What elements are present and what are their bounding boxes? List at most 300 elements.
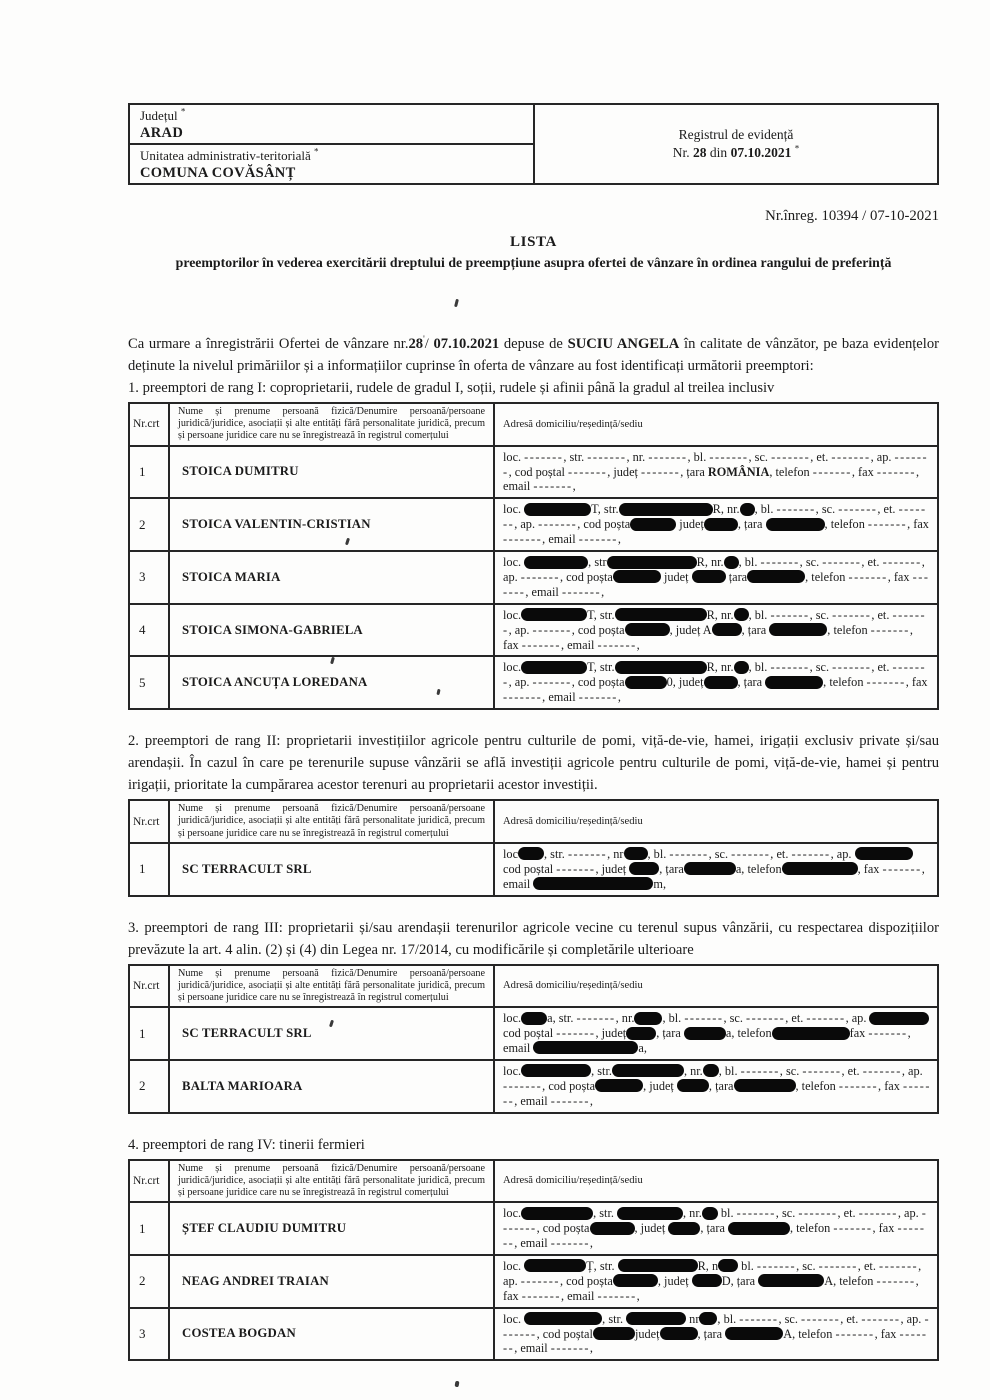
- redaction-bar: [769, 623, 827, 636]
- col-header-address: Adresă domiciliu/reședință/sediu: [494, 403, 938, 446]
- text-run: a,: [638, 1040, 647, 1055]
- dash-run: -------: [833, 1221, 873, 1236]
- text-run: , țara: [708, 1078, 734, 1093]
- redaction-bar: [724, 556, 739, 569]
- dash-run: -------: [756, 1258, 797, 1273]
- redaction-bar: [630, 518, 676, 531]
- dash-run: -------: [838, 1078, 879, 1093]
- redaction-bar: [521, 1207, 593, 1220]
- redaction-bar: [626, 1312, 686, 1325]
- text-run: , ap.: [870, 449, 895, 464]
- text-run: , bl.: [754, 502, 777, 517]
- text-run: , cod poștal: [508, 464, 569, 479]
- dash-run: -------: [520, 1273, 560, 1288]
- dash-run: -------: [835, 1326, 875, 1341]
- text-run: R, nr.: [712, 502, 740, 517]
- table-header-row: [129, 800, 938, 843]
- dash-run: -------: [736, 1206, 776, 1221]
- text-run: loc.: [503, 1206, 522, 1221]
- text-run: județ: [676, 517, 704, 532]
- text-run: , ap.: [901, 1063, 923, 1078]
- registry-label: Registrul de evidență: [678, 127, 794, 142]
- text-run: loc: [503, 846, 519, 861]
- text-run: A, telefon: [824, 1273, 877, 1288]
- dash-run: -------: [838, 502, 878, 517]
- redaction-bar: [855, 847, 913, 860]
- address-cell: [494, 604, 938, 657]
- text-run: , et.: [810, 449, 832, 464]
- redaction-bar: [668, 1222, 700, 1235]
- redaction-bar: [718, 1259, 738, 1272]
- dash-run: -------: [684, 1011, 724, 1026]
- text-run: , str.: [544, 846, 568, 861]
- redaction-bar: [518, 847, 544, 860]
- registry-number: [535, 144, 937, 162]
- text-run: , bl.: [717, 1311, 740, 1326]
- preemptors-table: [128, 1159, 939, 1362]
- dash-run: -------: [532, 675, 572, 690]
- dash-run: -------: [848, 569, 888, 584]
- text-run: , sc.: [778, 1311, 802, 1326]
- text-run: , ap.: [503, 555, 925, 584]
- text-run: , email: [542, 532, 579, 547]
- redaction-bar: [734, 1079, 796, 1092]
- redaction-bar: [782, 862, 858, 875]
- name-cell: BALTA MARIOARA: [169, 1060, 494, 1113]
- text-run: , județ A: [669, 622, 712, 637]
- redaction-bar: [590, 1222, 635, 1235]
- text-run: , email: [503, 1026, 911, 1055]
- dash-run: -------: [812, 464, 852, 479]
- redaction-bar: [728, 1222, 790, 1235]
- text-run: , cod poșta: [559, 1273, 613, 1288]
- name-cell: STOICA DUMITRU: [169, 446, 494, 499]
- row-number-cell: 1: [129, 843, 169, 896]
- text-run: , et.: [871, 607, 893, 622]
- dash-run: -------: [882, 555, 922, 570]
- text-run: , et.: [770, 846, 792, 861]
- text-run: ,: [589, 1341, 593, 1356]
- text-run: , et.: [877, 502, 899, 517]
- col-header-address: Adresă domiciliu/reședință/sediu: [494, 965, 938, 1008]
- text-run: /: [424, 336, 434, 352]
- uat-cell: [130, 143, 533, 183]
- dash-run: -------: [503, 1078, 543, 1093]
- preemptors-table: [128, 402, 939, 710]
- text-run: , nr: [607, 846, 624, 861]
- text-run: bl.: [738, 1258, 757, 1273]
- text-run: R, nr.: [706, 660, 734, 675]
- dash-run: -------: [503, 1221, 926, 1250]
- uat-label-text: Unitatea administrativ-teritorială: [140, 148, 311, 163]
- dash-run: -------: [876, 464, 916, 479]
- redaction-bar: [684, 1027, 726, 1040]
- dash-run: -------: [532, 622, 572, 637]
- address-cell: [494, 843, 938, 896]
- bold-text: 28: [408, 336, 424, 352]
- table-row: [129, 1007, 938, 1060]
- col-header-address: Adresă domiciliu/reședință/sediu: [494, 1160, 938, 1203]
- redaction-bar: [617, 1207, 683, 1220]
- text-run: , telefon: [827, 622, 871, 637]
- text-run: loc.: [503, 555, 525, 570]
- text-run: , fax: [874, 1326, 900, 1341]
- row-number-cell: 4: [129, 604, 169, 657]
- dash-run: -------: [503, 569, 930, 599]
- text-run: , țara: [659, 861, 684, 876]
- table-row: [129, 551, 938, 604]
- table-row: [129, 1202, 938, 1255]
- dash-run: -------: [578, 532, 618, 547]
- redaction-bar: [607, 556, 697, 569]
- table-row: [129, 656, 938, 709]
- redaction-bar: [613, 1274, 658, 1287]
- text-run: , fax: [887, 569, 913, 584]
- text-run: , bl.: [662, 1011, 685, 1026]
- text-run: , ap.: [508, 622, 533, 637]
- text-run: T, str.: [587, 660, 615, 675]
- dash-run: -------: [870, 622, 910, 637]
- text-run: , email: [514, 1093, 551, 1108]
- county-label-text: Județul: [140, 108, 178, 123]
- redaction-bar: [615, 608, 707, 621]
- redaction-bar: [712, 623, 742, 636]
- dash-run: -------: [578, 690, 618, 705]
- dash-run: -------: [576, 1011, 616, 1026]
- redaction-bar: [704, 676, 738, 689]
- text-run: , telefon: [795, 1078, 839, 1093]
- text-run: din: [706, 145, 731, 160]
- dash-run: -------: [882, 861, 922, 876]
- text-run: A, telefon: [783, 1326, 836, 1341]
- text-run: , ap.: [830, 846, 855, 861]
- text-run: , fax: [857, 861, 883, 876]
- preemptors-table: [128, 799, 939, 896]
- dash-run: -------: [587, 449, 627, 464]
- text-run: , țara: [741, 622, 770, 637]
- redaction-bar: [524, 556, 588, 569]
- text-run: , sc.: [779, 1063, 803, 1078]
- section-heading: 2. preemptori de rang II: proprietarii investițiilor agricole pentru culturile de pomi, viță-de-vie, hamei, irigații exclusiv private și/sau arendașii. În cazul în care pe terenurile supuse vânzării se află investiții agricole pentru culturile de pomi, viță-de-vie, hamei și pentru irigații, prioritate la cumpărarea acestor terenuri au proprietarii acestor investiții.: [128, 733, 939, 794]
- dash-run: -------: [538, 517, 578, 532]
- text-run: , nr.: [683, 1206, 702, 1221]
- redaction-bar: [629, 862, 659, 875]
- superscript-mark: *: [794, 143, 800, 154]
- text-run: loc.: [503, 1063, 522, 1078]
- text-run: , et.: [840, 1311, 862, 1326]
- scan-speck: [455, 1381, 460, 1388]
- text-run: , email: [542, 690, 579, 705]
- text-run: , fax: [872, 1221, 898, 1236]
- redaction-bar: [533, 877, 653, 890]
- text-run: , bl.: [748, 660, 771, 675]
- text-run: ,: [589, 1236, 593, 1250]
- text-run: , telefon: [823, 675, 867, 690]
- dash-run: -------: [709, 449, 749, 464]
- redaction-bar: [524, 1259, 586, 1272]
- text-run: , județ: [595, 1026, 627, 1041]
- county-label: [140, 107, 523, 124]
- text-run: ,: [617, 690, 621, 705]
- dash-run: -------: [822, 555, 862, 570]
- document-content: [128, 0, 939, 1361]
- dash-run: -------: [740, 1063, 780, 1078]
- superscript-mark: ': [423, 334, 425, 345]
- redaction-bar: [624, 847, 648, 860]
- address-cell: [494, 656, 938, 709]
- table-header-row: [129, 965, 938, 1008]
- registration-number-line: Nr.înreg. 10394 / 07-10-2021: [765, 208, 939, 224]
- text-run: , cod poșta: [571, 622, 625, 637]
- redaction-bar: [533, 1041, 638, 1054]
- text-run: cod poștal: [503, 861, 557, 876]
- text-run: în calitate de vânzător, pe baza evidențelor deținute la nivelul primăriilor și a informațiilor cuprinse în oferta de vânzare au fost identificați următorii preemptori:: [128, 336, 939, 374]
- dash-run: -------: [832, 660, 872, 675]
- text-run: , ap.: [503, 1258, 922, 1288]
- text-run: , cod poștal: [536, 1326, 593, 1341]
- dash-run: -------: [806, 1011, 846, 1026]
- text-run: T, str.: [587, 607, 615, 622]
- text-run: , sc.: [809, 607, 833, 622]
- text-run: , fax: [851, 464, 877, 479]
- redaction-bar: [625, 623, 670, 636]
- text-run: ,: [601, 584, 605, 599]
- redaction-bar: [521, 1012, 547, 1025]
- redaction-bar: [524, 503, 591, 516]
- address-cell: [494, 1202, 938, 1255]
- text-run: nr: [686, 1311, 700, 1326]
- dash-run: -------: [503, 660, 927, 690]
- text-run: , str.: [593, 1206, 618, 1221]
- address-cell: [494, 1060, 938, 1113]
- redaction-bar: [747, 570, 805, 583]
- dash-run: -------: [760, 555, 800, 570]
- dash-run: -------: [801, 1311, 841, 1326]
- row-number-cell: 2: [129, 1060, 169, 1113]
- dash-run: -------: [866, 675, 906, 690]
- intro-paragraph: [128, 333, 939, 377]
- dash-run: -------: [503, 607, 927, 637]
- dash-run: -------: [770, 660, 810, 675]
- dash-run: -------: [556, 861, 596, 876]
- section-heading: 4. preemptori de rang IV: tinerii fermieri: [128, 1136, 365, 1153]
- text-run: , email: [514, 1236, 551, 1250]
- text-run: , fax: [905, 675, 928, 690]
- dash-run: -------: [550, 1341, 590, 1356]
- redaction-bar: [869, 1012, 929, 1025]
- text-run: , sc.: [796, 1258, 819, 1273]
- dash-run: -------: [524, 449, 564, 464]
- rank-section: [128, 917, 939, 1114]
- redaction-bar: [521, 608, 587, 621]
- col-header-name: Nume și prenume persoană fizică/Denumire persoană/persoane juridică/juridice, asociații și alte entități fără personalitate juridică, precum și persoane juridice care nu se înregistrează în registrul comerțului: [169, 403, 494, 446]
- text-run: județ: [660, 569, 692, 584]
- dash-run: -------: [731, 846, 771, 861]
- dash-run: -------: [550, 1236, 590, 1250]
- text-run: , fax: [503, 622, 913, 652]
- redaction-bar: [677, 1079, 709, 1092]
- text-run: , țara: [737, 517, 766, 532]
- dash-run: -------: [503, 1078, 931, 1108]
- redaction-bar: [626, 1027, 656, 1040]
- text-run: , sc.: [815, 502, 839, 517]
- redaction-bar: [704, 518, 738, 531]
- text-run: Nr.: [672, 145, 694, 160]
- text-run: T, str.: [591, 502, 619, 517]
- section-heading: 3. preemptori de rang III: proprietarii și/sau arendașii terenurilor agricole vecine cu terenul supus vânzării, cu respectarea dispozițiilor prevăzute la art. 4 alin. (2) și (4) din Legea nr. 17/2014, cu modificările și completările ulterioare: [128, 919, 939, 958]
- text-run: , email: [503, 861, 925, 891]
- rank-section: [128, 1134, 939, 1362]
- text-run: , str: [588, 555, 607, 570]
- text-run: loc.: [503, 660, 522, 675]
- text-run: ,: [617, 532, 621, 547]
- text-run: , email: [560, 637, 598, 652]
- dash-run: -------: [550, 1093, 590, 1108]
- text-run: , et.: [861, 555, 883, 570]
- text-run: țara: [725, 569, 748, 584]
- redaction-bar: [766, 518, 825, 531]
- dash-run: -------: [503, 690, 543, 705]
- redaction-bar: [734, 608, 749, 621]
- table-row: [129, 1060, 938, 1113]
- col-header-address: Adresă domiciliu/reședință/sediu: [494, 800, 938, 843]
- row-number-cell: 1: [129, 1007, 169, 1060]
- text-run: depuse de: [499, 336, 568, 352]
- address-cell: [494, 551, 938, 604]
- redaction-bar: [734, 661, 749, 674]
- row-number-cell: 3: [129, 551, 169, 604]
- text-run: , bl.: [687, 449, 710, 464]
- county-value: ARAD: [140, 125, 184, 141]
- redaction-bar: [613, 570, 661, 583]
- text-run: , ap.: [508, 675, 533, 690]
- dash-run: -------: [791, 846, 831, 861]
- dash-run: -------: [858, 1206, 898, 1221]
- text-run: , țara: [697, 1326, 726, 1341]
- text-run: , cod poșta: [571, 675, 625, 690]
- text-run: , fax: [878, 1078, 903, 1093]
- name-cell: STOICA SIMONA-GABRIELA: [169, 604, 494, 657]
- header-left-column: [130, 105, 535, 183]
- rank-section: [128, 377, 939, 710]
- text-run: a, telefon: [725, 1026, 772, 1041]
- text-run: loc.: [503, 607, 522, 622]
- redaction-bar: [615, 661, 707, 674]
- address-cell: [494, 1308, 938, 1361]
- dash-run: -------: [503, 502, 927, 532]
- redaction-bar: [612, 1064, 684, 1077]
- text-run: , et.: [841, 1063, 863, 1078]
- dash-run: -------: [771, 449, 811, 464]
- text-run: , sc.: [723, 1011, 747, 1026]
- text-run: , țara: [656, 1026, 684, 1041]
- dash-run: -------: [503, 532, 543, 547]
- text-run: , fax: [907, 517, 929, 532]
- row-number-cell: 1: [129, 446, 169, 499]
- name-cell: STOICA VALENTIN-CRISTIAN: [169, 498, 494, 551]
- text-run: , cod poșta: [577, 517, 631, 532]
- row-number-cell: 3: [129, 1308, 169, 1361]
- col-header-nr: Nr.crt: [129, 1160, 169, 1203]
- redaction-bar: [634, 1012, 662, 1025]
- text-run: , str.: [602, 1311, 627, 1326]
- bold-text: 07.10.2021: [433, 336, 500, 352]
- dash-run: -------: [818, 1258, 858, 1273]
- name-cell: STOICA ANCUȚA LOREDANA: [169, 656, 494, 709]
- name-cell: COSTEA BOGDAN: [169, 1308, 494, 1361]
- text-run: , telefon: [789, 1221, 834, 1236]
- text-run: a, telefon: [735, 861, 782, 876]
- text-run: , email: [503, 464, 920, 494]
- text-run: , nr.: [683, 1063, 703, 1078]
- dash-run: -------: [561, 584, 602, 599]
- text-run: Ca urmare a înregistrării Ofertei de vânzare nr.: [128, 336, 409, 352]
- text-run: loc.: [503, 449, 525, 464]
- page-title: LISTA: [510, 234, 557, 250]
- dash-run: -------: [878, 1258, 919, 1273]
- text-run: , email: [514, 1341, 551, 1356]
- table-header-row: [129, 403, 938, 446]
- text-run: , sc.: [775, 1206, 799, 1221]
- text-run: , județ: [634, 1221, 669, 1236]
- text-run: , sc.: [799, 555, 823, 570]
- text-run: ,: [636, 1288, 640, 1303]
- text-run: , bl.: [748, 607, 771, 622]
- dash-run: -------: [597, 1288, 637, 1303]
- uat-value: COMUNA COVĂSÂNȚ: [140, 165, 296, 181]
- dash-run: -------: [739, 1311, 779, 1326]
- row-number-cell: 2: [129, 1255, 169, 1308]
- registry-cell: [535, 105, 937, 183]
- dash-run: -------: [862, 1063, 902, 1078]
- text-run: , et.: [785, 1011, 807, 1026]
- text-run: m,: [653, 876, 667, 891]
- text-run: 0, județ: [666, 675, 704, 690]
- dash-run: -------: [798, 1206, 838, 1221]
- redaction-bar: [703, 1064, 719, 1077]
- col-header-nr: Nr.crt: [129, 403, 169, 446]
- text-run: , cod poșta: [559, 569, 613, 584]
- text-run: fax: [849, 1026, 869, 1041]
- table-row: [129, 604, 938, 657]
- text-run: , sc.: [748, 449, 772, 464]
- bold-text: SUCIU ANGELA: [567, 336, 680, 352]
- dash-run: -------: [648, 449, 688, 464]
- redaction-bar: [660, 1327, 698, 1340]
- text-run: bl.: [717, 1206, 737, 1221]
- name-cell: STOICA MARIA: [169, 551, 494, 604]
- redaction-bar: [772, 1027, 850, 1040]
- dash-run: -------: [868, 1026, 908, 1041]
- text-run: , telefon: [769, 464, 813, 479]
- dash-run: -------: [521, 637, 561, 652]
- preemptors-table: [128, 964, 939, 1114]
- table-row: [129, 843, 938, 896]
- header-box: [128, 103, 939, 185]
- text-run: ,: [589, 1093, 593, 1108]
- col-header-nr: Nr.crt: [129, 965, 169, 1008]
- redaction-bar: [619, 503, 713, 516]
- dash-run: -------: [861, 1311, 901, 1326]
- text-run: , bl.: [718, 1063, 741, 1078]
- dash-run: -------: [831, 449, 871, 464]
- text-run: , țara: [680, 464, 708, 479]
- address-cell: [494, 1255, 938, 1308]
- dash-run: -------: [867, 517, 908, 532]
- text-run: , județ: [657, 1273, 692, 1288]
- text-run: , nr.: [626, 449, 649, 464]
- row-number-cell: 2: [129, 498, 169, 551]
